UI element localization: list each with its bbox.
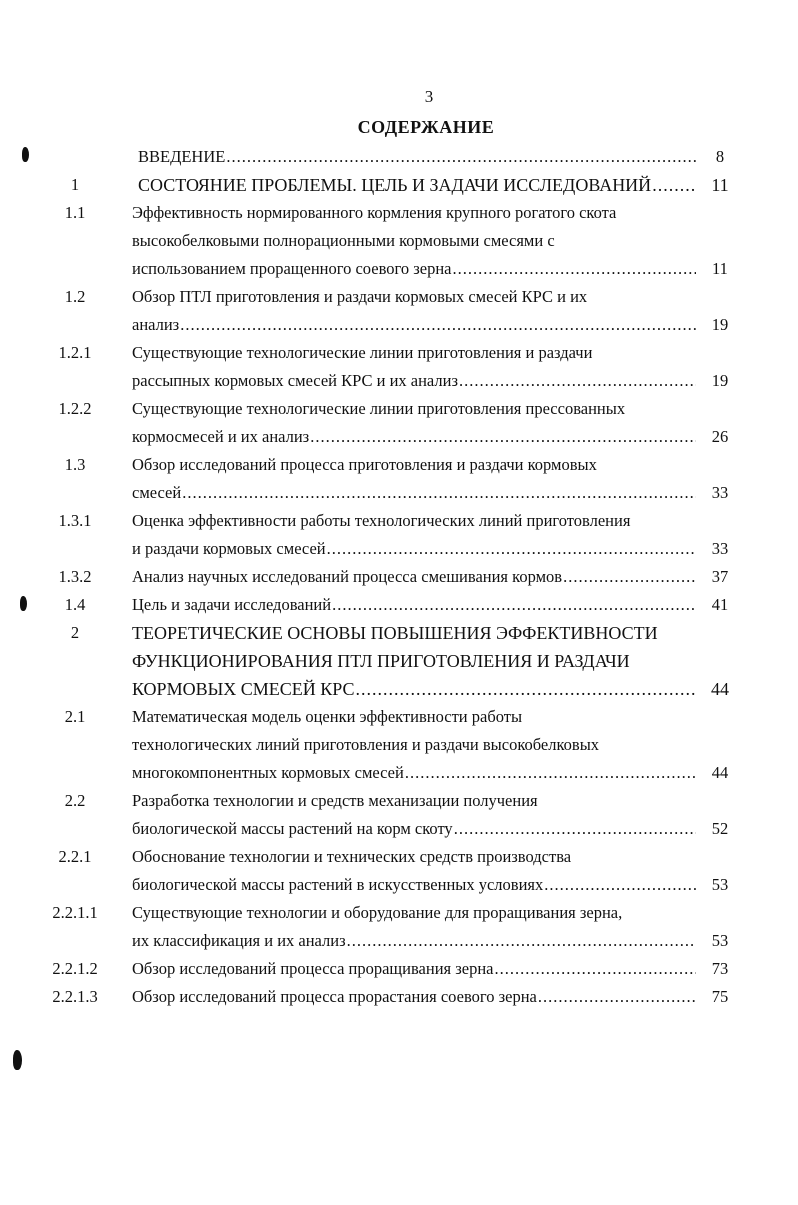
toc-entry-number: 2.2.1.2 (52, 959, 98, 978)
leader-dots (346, 927, 696, 955)
toc-entry-text: ТЕОРЕТИЧЕСКИЕ ОСНОВЫ ПОВЫШЕНИЯ ЭФФЕКТИВНОСТИ (132, 623, 658, 643)
leader-dots (225, 143, 696, 171)
toc-last-line (132, 535, 744, 563)
toc-entry-body (132, 983, 744, 1011)
toc-entry-text: Существующие технологии и оборудование для проращивания зерна, (132, 903, 623, 922)
toc-entry-page: 8 (715, 147, 725, 166)
toc-last-line (132, 955, 744, 983)
toc-entry-page: 73 (711, 959, 729, 978)
toc-entry-text: Эффективность нормированного кормления крупного рогатого скота (132, 203, 617, 222)
toc-last-line (132, 479, 744, 507)
toc-entry-text: Математическая модель оценки эффективности работы (132, 707, 523, 726)
toc-entry-page: 33 (711, 483, 729, 502)
toc-entry-body (132, 899, 744, 955)
toc-entry-text: Существующие технологические линии приготовления прессованных (132, 399, 626, 418)
toc-entry-text: Обзор исследований процесса прорастания соевого зерна (132, 987, 537, 1006)
toc-entry-body (138, 143, 744, 171)
toc-entry-text: Оценка эффективности работы технологических линий приготовления (132, 511, 631, 530)
toc-entry-text: ФУНКЦИОНИРОВАНИЯ ПТЛ ПРИГОТОВЛЕНИЯ И РАЗДАЧИ (132, 651, 630, 671)
toc-entry-page: 11 (711, 175, 729, 195)
toc-entry-page: 75 (711, 987, 729, 1006)
scan-mark (13, 1050, 22, 1070)
toc-entry-text: рассыпных кормовых смесей КРС и их анализ (132, 371, 458, 390)
toc-entry-text: биологической массы растений в искусственных условиях (132, 875, 544, 894)
leader-dots (331, 591, 696, 619)
toc-entry-number: 2.2 (64, 791, 86, 810)
toc-entry-body (138, 171, 744, 199)
toc-entry-body (132, 563, 744, 591)
toc-entry-text: использованием проращенного соевого зерна (132, 259, 452, 278)
leader-dots (179, 311, 696, 339)
leader-dots (355, 675, 696, 703)
toc-entry-page: 26 (711, 427, 729, 446)
toc-last-line (132, 983, 744, 1011)
toc-entry-page: 11 (712, 259, 728, 278)
toc-title: СОДЕРЖАНИЕ (357, 117, 495, 137)
scan-mark (20, 596, 27, 611)
toc-last-line (132, 591, 744, 619)
toc-entry-number: 2.1 (64, 707, 86, 726)
leader-dots (537, 983, 696, 1011)
leader-dots (309, 423, 696, 451)
toc-entry-number: 1 (70, 175, 80, 194)
toc-last-line (132, 255, 744, 283)
toc-entry-number: 1.4 (64, 595, 86, 614)
toc-last-line (132, 311, 744, 339)
toc-entry-text: Разработка технологии и средств механизации получения (132, 791, 538, 810)
leader-dots (458, 367, 696, 395)
toc-entry-text: высокобелковыми полнорационными кормовыми смесями с (132, 231, 555, 250)
toc-last-line (138, 171, 744, 199)
toc-entry-text: биологической массы растений на корм скоту (132, 819, 453, 838)
toc-entry-text: Обоснование технологии и технических средств производства (132, 847, 572, 866)
toc-entry-number: 1.3.2 (58, 567, 92, 586)
toc-entry-number: 1.3.1 (58, 511, 92, 530)
toc-last-line (132, 423, 744, 451)
toc-entry-page: 33 (711, 539, 729, 558)
toc-entry-body (132, 955, 744, 983)
toc-entry-body (132, 339, 744, 395)
toc-last-line (132, 563, 744, 591)
toc-entry-page: 53 (711, 875, 729, 894)
toc-entry-text: Анализ научных исследований процесса смешивания кормов (132, 567, 563, 586)
toc-entry-number: 1.2.1 (58, 343, 92, 362)
leader-dots (562, 563, 696, 591)
toc-entry-body (132, 619, 744, 703)
scan-mark (22, 147, 29, 162)
toc-last-line (132, 759, 744, 787)
toc-entry-text: смесей (132, 483, 182, 502)
toc-entry-body (132, 787, 744, 843)
toc-entry-text: Цель и задачи исследований (132, 595, 332, 614)
toc-entry-body (132, 591, 744, 619)
toc-entry-body (132, 843, 744, 899)
toc-entry-body (132, 507, 744, 563)
toc-entry-body (132, 451, 744, 507)
toc-entry-page: 44 (711, 679, 729, 699)
toc-entry-text: ВВЕДЕНИЕ (138, 147, 226, 166)
toc-entry-text: Обзор ПТЛ приготовления и раздачи кормовых смесей КРС и их (132, 287, 588, 306)
toc-entry-text: Обзор исследований процесса приготовления и раздачи кормовых (132, 455, 597, 474)
toc-entry-number: 1.1 (64, 203, 86, 222)
toc-entry-body (132, 395, 744, 451)
leader-dots (651, 171, 696, 199)
toc-entry-page: 37 (711, 567, 729, 586)
toc-entry-page: 44 (711, 763, 729, 782)
leader-dots (404, 759, 696, 787)
toc-entry-text: кормосмесей и их анализ (132, 427, 310, 446)
toc-last-line (132, 815, 744, 843)
leader-dots (543, 871, 696, 899)
leader-dots (453, 815, 696, 843)
toc-entry-number: 2.2.1.3 (52, 987, 98, 1006)
leader-dots (451, 255, 696, 283)
toc-entry-number: 1.2 (64, 287, 86, 306)
leader-dots (181, 479, 696, 507)
toc-entry-text: СОСТОЯНИЕ ПРОБЛЕМЫ. ЦЕЛЬ И ЗАДАЧИ ИССЛЕДОВАНИЙ (138, 175, 652, 195)
toc-entry-page: 52 (711, 819, 729, 838)
toc-entry-text: технологических линий приготовления и раздачи высокобелковых (132, 735, 600, 754)
toc-last-line (132, 675, 744, 703)
toc-entry-page: 53 (711, 931, 729, 950)
toc-entry-text: анализ (132, 315, 180, 334)
toc-entry-page: 19 (711, 371, 729, 390)
toc-entry-number: 1.2.2 (58, 399, 92, 418)
toc-entry-number: 2.2.1.1 (52, 903, 98, 922)
toc-entry-text: многокомпонентных кормовых смесей (132, 763, 404, 782)
toc-entry-number: 2 (70, 623, 80, 642)
toc-entry-text: их классификация и их анализ (132, 931, 346, 950)
toc-entry-text: Обзор исследований процесса проращивания зерна (132, 959, 494, 978)
toc-entry-number: 1.3 (64, 455, 86, 474)
toc-last-line (132, 927, 744, 955)
page-number: 3 (424, 87, 434, 106)
toc-entry-page: 19 (711, 315, 729, 334)
toc-last-line (138, 143, 744, 171)
toc-entry-body (132, 283, 744, 339)
toc-entry-text: Существующие технологические линии приготовления и раздачи (132, 343, 593, 362)
toc-entry-body (132, 199, 744, 283)
leader-dots (493, 955, 696, 983)
leader-dots (326, 535, 696, 563)
toc-last-line (132, 367, 744, 395)
toc-entry-page: 41 (711, 595, 729, 614)
toc-entry-number: 2.2.1 (58, 847, 92, 866)
toc-last-line (132, 871, 744, 899)
toc-entry-text: и раздачи кормовых смесей (132, 539, 326, 558)
toc-entry-body (132, 703, 744, 787)
toc-entry-text: КОРМОВЫХ СМЕСЕЙ КРС (132, 679, 355, 699)
